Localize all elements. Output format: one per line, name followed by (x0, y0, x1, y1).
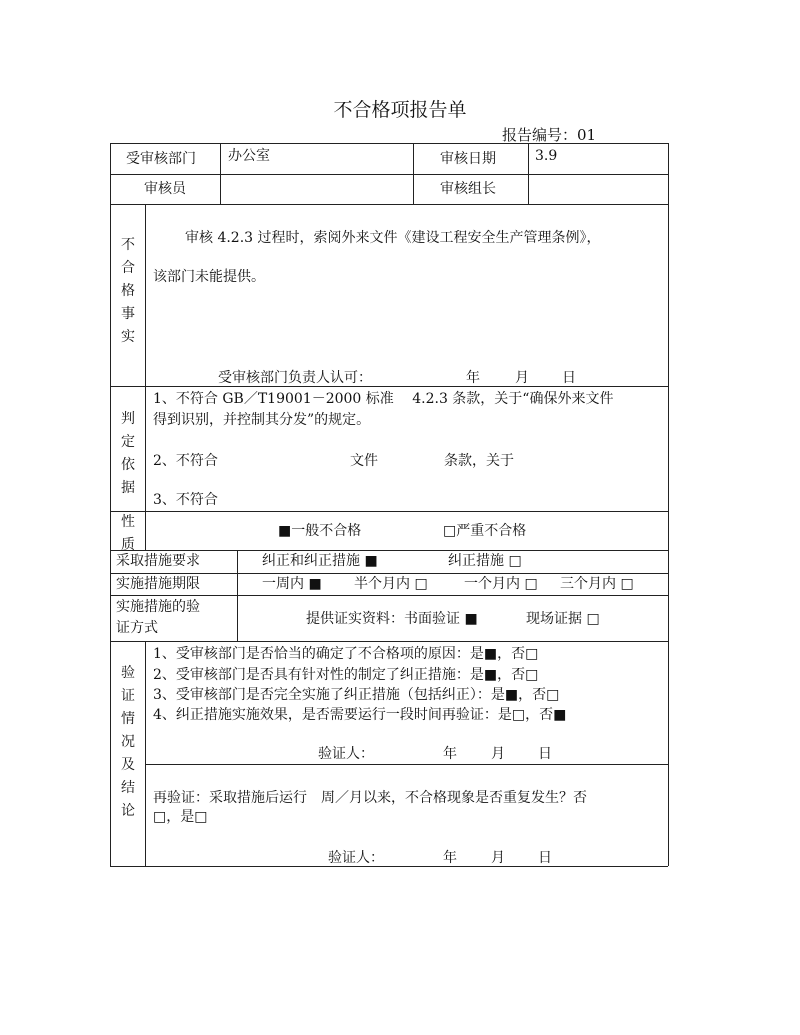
fact-text-line2: 该部门未能提供。 (153, 269, 265, 285)
verification-section-label (118, 662, 138, 823)
label-char: 质 (121, 537, 135, 553)
verifier2-year: 年 (443, 850, 457, 866)
label-char: 合 (121, 260, 135, 276)
grid-line (220, 143, 221, 204)
label-char: 论 (121, 803, 135, 819)
verifier2-month: 月 (491, 850, 505, 866)
nature-serious-checkbox[interactable]: □严重不合格 (443, 523, 527, 539)
grid-line (145, 641, 146, 866)
grid-line (110, 174, 668, 175)
fact-text-line1: 审核 4.2.3 过程时，索阅外来文件《建设工程安全生产管理条例》， (185, 230, 601, 246)
basis-item2-prefix: 2、不符合 (153, 453, 218, 469)
verifier2-label: 验证人： (328, 850, 384, 866)
label-char: 据 (121, 480, 135, 496)
label-char: 定 (121, 434, 135, 450)
deadline-half-month-checkbox[interactable]: 半个月内 □ (354, 576, 428, 592)
page-title: 不合格项报告单 (333, 99, 467, 121)
label-char: 不 (121, 237, 135, 253)
grid-line (528, 143, 529, 204)
grid-line (413, 143, 414, 204)
verify-onsite-checkbox[interactable]: 现场证据 □ (526, 611, 600, 627)
basis-item2-doc: 文件 (350, 453, 378, 469)
grid-line (237, 550, 238, 641)
date-value: 3.9 (535, 148, 558, 164)
measures-label: 采取措施要求 (116, 553, 200, 569)
verifier-day: 日 (538, 746, 552, 762)
grid-line (110, 511, 668, 512)
fact-day: 日 (562, 370, 576, 386)
measures-correction-checkbox[interactable]: 纠正措施 □ (448, 553, 522, 569)
grid-line (110, 866, 668, 867)
leader-label: 审核组长 (440, 181, 496, 197)
verify-method-label-line2: 证方式 (116, 620, 158, 636)
grid-line (110, 386, 668, 387)
grid-line (110, 143, 111, 866)
verify-written-checkbox[interactable]: 提供证实资料：书面验证 ■ (306, 611, 478, 627)
grid-line (110, 550, 668, 551)
grid-line (668, 143, 669, 866)
label-char: 证 (121, 688, 135, 704)
deadline-one-month-checkbox[interactable]: 一个月内 □ (464, 576, 538, 592)
deadline-one-week-checkbox[interactable]: 一周内 ■ (262, 576, 322, 592)
verifier-month: 月 (491, 746, 505, 762)
verify-method-label-line1: 实施措施的验 (116, 599, 200, 615)
verification-question-4: 4、纠正措施实施效果，是否需要运行一段时间再验证：是□，否■ (153, 707, 567, 723)
verification-question-2: 2、受审核部门是否具有针对性的制定了纠正措施：是■，否□ (153, 667, 539, 683)
label-char: 情 (121, 711, 135, 727)
report-number: 报告编号：01 (502, 126, 597, 144)
fact-year: 年 (466, 370, 480, 386)
reverify-line1: 再验证：采取措施后运行 周／月以来，不合格现象是否重复发生？否 (153, 790, 587, 806)
dept-label: 受审核部门 (126, 151, 196, 167)
verifier-label: 验证人： (318, 746, 374, 762)
auditor-label: 审核员 (144, 181, 186, 197)
label-char: 格 (121, 283, 135, 299)
label-char: 依 (121, 457, 135, 473)
measures-corrective-action-checkbox[interactable]: 纠正和纠正措施 ■ (262, 553, 378, 569)
basis-item3: 3、不符合 (153, 492, 218, 508)
label-char: 结 (121, 780, 135, 796)
fact-section-label (118, 234, 138, 349)
grid-line (110, 595, 668, 596)
grid-line (110, 204, 668, 205)
label-char: 况 (121, 734, 135, 750)
basis-section-label (118, 408, 138, 500)
basis-item1-line1: 1、不符合 GB／T19001－2000 标准 4.2.3 条款，关于“确保外来文件 (153, 391, 614, 407)
label-char: 事 (121, 306, 135, 322)
dept-value: 办公室 (228, 148, 270, 164)
verifier-year: 年 (443, 746, 457, 762)
verification-question-3: 3、受审核部门是否完全实施了纠正措施（包括纠正）：是■，否□ (153, 687, 560, 703)
grid-line (110, 573, 668, 574)
deadline-label: 实施措施期限 (116, 576, 200, 592)
deadline-three-months-checkbox[interactable]: 三个月内 □ (560, 576, 634, 592)
grid-line (145, 204, 146, 550)
label-char: 性 (121, 514, 135, 530)
fact-confirm-label: 受审核部门负责人认可： (218, 370, 372, 386)
verifier2-day: 日 (538, 850, 552, 866)
label-char: 实 (121, 329, 135, 345)
date-label: 审核日期 (440, 151, 496, 167)
nature-general-checkbox[interactable]: ■一般不合格 (278, 523, 362, 539)
label-char: 判 (121, 411, 135, 427)
grid-line (145, 764, 668, 765)
label-char: 及 (121, 757, 135, 773)
basis-item1-line2: 得到识别，并控制其分发”的规定。 (153, 412, 371, 428)
nature-section-label (118, 511, 138, 557)
verification-question-1: 1、受审核部门是否恰当的确定了不合格项的原因：是■，否□ (153, 646, 539, 662)
fact-month: 月 (515, 370, 529, 386)
basis-item2-clause: 条款，关于 (444, 453, 514, 469)
label-char: 验 (121, 665, 135, 681)
grid-line (110, 641, 668, 642)
reverify-line2: □，是□ (153, 809, 208, 825)
grid-line (110, 143, 668, 144)
